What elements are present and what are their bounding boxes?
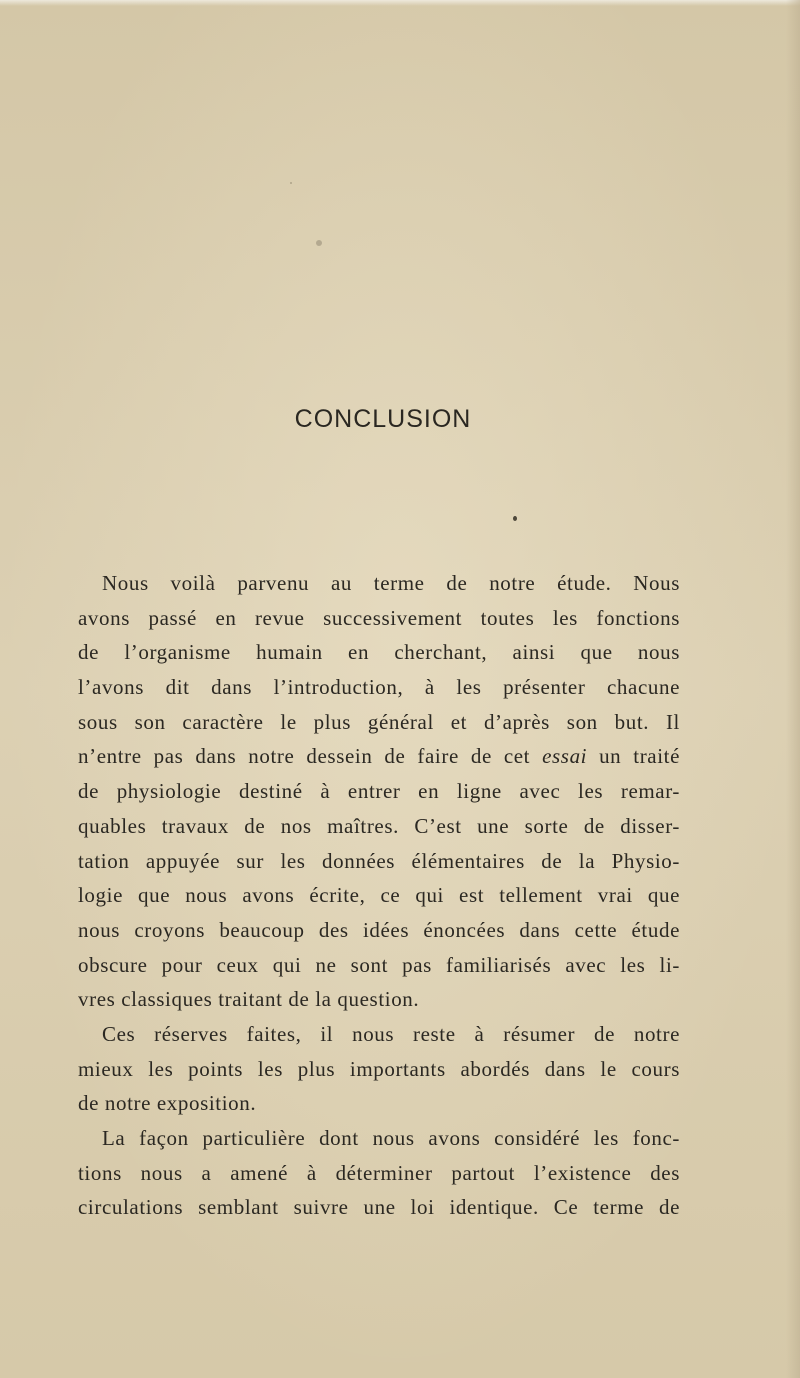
chapter-title: CONCLUSION: [294, 405, 472, 433]
paper-speck: [316, 240, 322, 246]
text-line: l’avons dit dans l’introduction, à les présenter chacune: [78, 675, 680, 700]
page-right-edge: [786, 0, 800, 1378]
text-line: de physiologie destiné à entrer en ligne avec les remar-: [78, 779, 680, 804]
text-line: avons passé en revue successivement toutes les fonctions: [78, 605, 680, 630]
text-line: logie que nous avons écrite, ce qui est tellement vrai que: [78, 883, 680, 908]
text-line: mieux les points les plus importants abordés dans le cours: [78, 1056, 680, 1081]
text-line: sous son caractère le plus général et d’après son but. Il: [78, 709, 680, 734]
text-line: La façon particulière dont nous avons considéré les fonc-: [102, 1126, 680, 1150]
paper-speck: [290, 182, 292, 184]
text-line: vres classiques traitant de la question.: [78, 987, 420, 1012]
text-line: de notre exposition.: [78, 1091, 257, 1116]
text-run: un traité: [587, 744, 680, 769]
italic-word: essai: [542, 744, 588, 769]
text-line-with-italic: [78, 739, 680, 774]
text-run: n’entre pas dans notre dessein de faire de cet: [78, 744, 543, 769]
text-line: de l’organisme humain en cherchant, ainsi que nous: [78, 640, 680, 665]
text-line: tation appuyée sur les données élémentaires de la Physio-: [78, 848, 680, 873]
paper-speck: [513, 516, 517, 521]
text-line: tions nous a amené à déterminer partout l’existence des: [78, 1160, 680, 1185]
text-line: quables travaux de nos maîtres. C’est une sorte de disser-: [78, 813, 680, 838]
text-line: nous croyons beaucoup des idées énoncées dans cette étude: [78, 917, 680, 942]
page-top-edge: [0, 0, 800, 6]
text-line: circulations semblant suivre une loi identique. Ce terme de: [78, 1195, 680, 1220]
text-line: obscure pour ceux qui ne sont pas familiarisés avec les li-: [78, 952, 680, 977]
body-text: [78, 566, 680, 1225]
text-line: Ces réserves faites, il nous reste à résumer de notre: [102, 1021, 680, 1046]
text-line: Nous voilà parvenu au terme de notre étude. Nous: [102, 571, 680, 595]
